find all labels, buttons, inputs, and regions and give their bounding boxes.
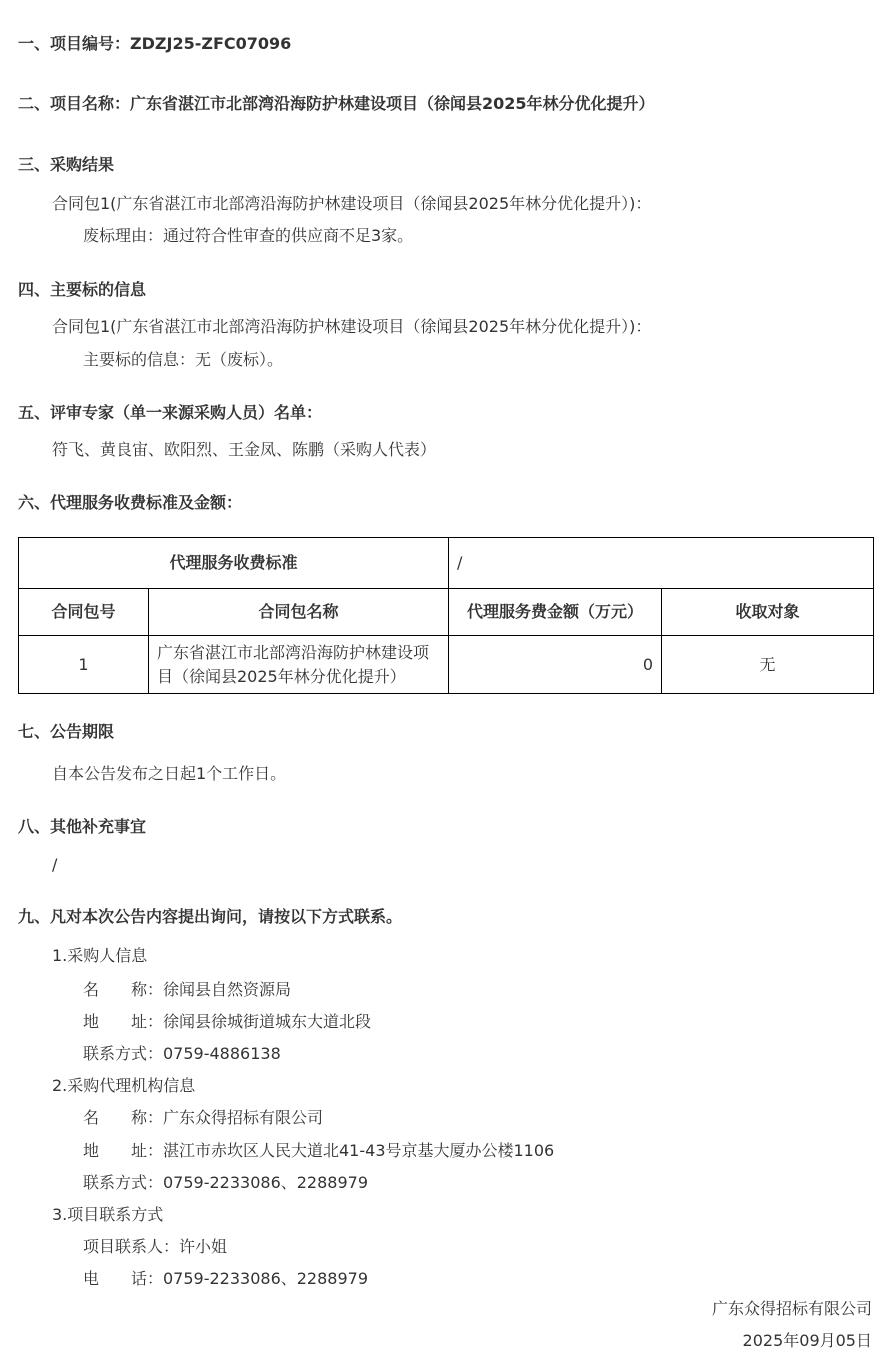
- project-contact-phone-line: 电 话：0759-2233086、2288979: [83, 1269, 369, 1288]
- table-row: [19, 636, 874, 694]
- project-contact-title: 3.项目联系方式: [52, 1205, 164, 1224]
- other-matters-body: /: [52, 855, 58, 874]
- procurement-result-heading: 三、采购结果: [18, 155, 115, 174]
- fee-standard-row: [19, 538, 874, 589]
- fee-standard-label-cell: 代理服务收费标准: [19, 538, 449, 589]
- project-name-heading: 二、项目名称：广东省湛江市北部湾沿海防护林建设项目（徐闻县2025年林分优化提升）: [18, 94, 655, 113]
- experts-list: 符飞、黄良宙、欧阳烈、王金凤、陈鹏（采购人代表）: [52, 440, 437, 459]
- header-charged-party: 收取对象: [662, 589, 874, 636]
- other-matters-heading: 八、其他补充事宜: [18, 817, 147, 836]
- cell-fee-amount: 0: [449, 636, 662, 694]
- cell-charged-party: 无: [662, 636, 874, 694]
- result-package-line: 合同包1(广东省湛江市北部湾沿海防护林建设项目（徐闻县2025年林分优化提升）)：: [52, 194, 652, 213]
- announcement-period-heading: 七、公告期限: [18, 722, 115, 741]
- subject-package-line: 合同包1(广东省湛江市北部湾沿海防护林建设项目（徐闻县2025年林分优化提升）)：: [52, 317, 652, 336]
- table-header-row: [19, 589, 874, 636]
- purchaser-contact-line: 联系方式：0759-4886138: [83, 1044, 281, 1063]
- agency-name-line: 名 称：广东众得招标有限公司: [83, 1108, 324, 1127]
- project-number-heading: 一、项目编号：ZDZJ25-ZFC07096: [18, 34, 292, 53]
- purchaser-address-line: 地 址：徐闻县徐城街道城东大道北段: [83, 1012, 372, 1031]
- agency-info-title: 2.采购代理机构信息: [52, 1076, 196, 1095]
- agency-fee-heading: 六、代理服务收费标准及金额：: [18, 493, 243, 512]
- agency-contact-line: 联系方式：0759-2233086、2288979: [83, 1173, 369, 1192]
- main-subject-heading: 四、主要标的信息: [18, 280, 147, 299]
- purchaser-name-line: 名 称：徐闻县自然资源局: [83, 980, 292, 999]
- rejection-reason-line: 废标理由：通过符合性审查的供应商不足3家。: [83, 226, 414, 245]
- fee-standard-value-cell: /: [449, 538, 874, 589]
- footer-date: 2025年09月05日: [742, 1331, 872, 1350]
- footer-company: 广东众得招标有限公司: [711, 1299, 872, 1318]
- cell-package-name: 广东省湛江市北部湾沿海防护林建设项目（徐闻县2025年林分优化提升）: [149, 636, 449, 694]
- announcement-period-body: 自本公告发布之日起1个工作日。: [52, 764, 287, 783]
- header-fee-amount: 代理服务费金额（万元）: [449, 589, 662, 636]
- header-package-number: 合同包号: [19, 589, 149, 636]
- contact-section-heading: 九、凡对本次公告内容提出询问，请按以下方式联系。: [18, 907, 403, 926]
- project-contact-person-line: 项目联系人：许小姐: [83, 1237, 228, 1256]
- agency-address-line: 地 址：湛江市赤坎区人民大道北41-43号京基大厦办公楼1106: [83, 1141, 555, 1160]
- header-package-name: 合同包名称: [149, 589, 449, 636]
- purchaser-info-title: 1.采购人信息: [52, 946, 148, 965]
- subject-info-line: 主要标的信息：无（废标）。: [83, 350, 284, 369]
- cell-package-number: 1: [19, 636, 149, 694]
- agency-fee-table: [18, 537, 874, 694]
- experts-heading: 五、评审专家（单一来源采购人员）名单：: [18, 403, 323, 422]
